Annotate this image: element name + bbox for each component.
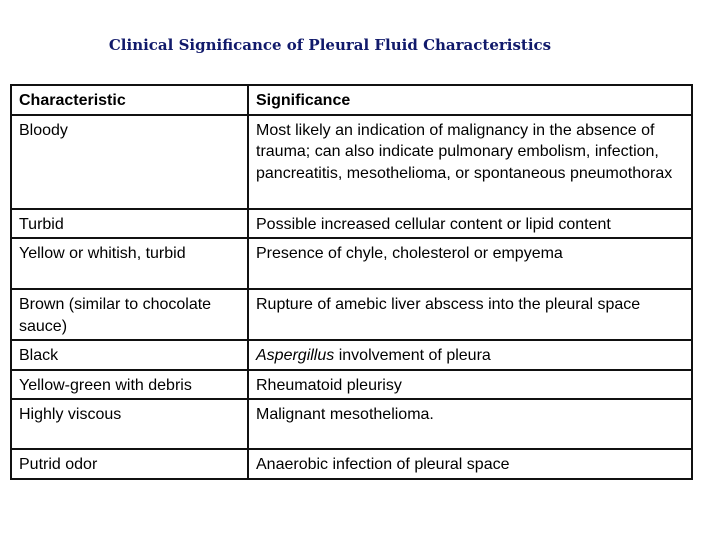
- cell-significance: Malignant mesothelioma.: [248, 399, 692, 449]
- cell-significance: Possible increased cellular content or lipid content: [248, 209, 692, 239]
- cell-characteristic: Bloody: [11, 115, 248, 209]
- cell-characteristic: Highly viscous: [11, 399, 248, 449]
- table-header-row: [11, 85, 692, 115]
- table-row: [11, 399, 692, 449]
- cell-characteristic: Putrid odor: [11, 449, 248, 479]
- table-row: [11, 370, 692, 400]
- page-title: Clinical Significance of Pleural Fluid Characteristics: [108, 36, 552, 54]
- header-characteristic: Characteristic: [11, 85, 248, 115]
- cell-significance: Most likely an indication of malignancy in the absence of trauma; can also indicate pulmonary embolism, infection, pancreatitis, mesothelioma, or spontaneous pneumothorax: [248, 115, 692, 209]
- cell-characteristic: Yellow or whitish, turbid: [11, 238, 248, 289]
- cell-characteristic: Brown (similar to chocolate sauce): [11, 289, 248, 340]
- table-row: [11, 289, 692, 340]
- cell-characteristic: Yellow-green with debris: [11, 370, 248, 400]
- cell-significance: Presence of chyle, cholesterol or empyema: [248, 238, 692, 289]
- cell-characteristic: Turbid: [11, 209, 248, 239]
- cell-significance: Rupture of amebic liver abscess into the pleural space: [248, 289, 692, 340]
- cell-significance: [248, 340, 692, 370]
- table-row: [11, 209, 692, 239]
- cell-significance: Rheumatoid pleurisy: [248, 370, 692, 400]
- pleural-fluid-table: [10, 84, 693, 480]
- table-row: [11, 115, 692, 209]
- table-row: [11, 340, 692, 370]
- italic-term: Aspergillus: [256, 347, 335, 364]
- table-row: [11, 238, 692, 289]
- table-row: [11, 449, 692, 479]
- cell-characteristic: Black: [11, 340, 248, 370]
- cell-significance: Anaerobic infection of pleural space: [248, 449, 692, 479]
- significance-text: involvement of pleura: [334, 347, 491, 364]
- header-significance: Significance: [248, 85, 692, 115]
